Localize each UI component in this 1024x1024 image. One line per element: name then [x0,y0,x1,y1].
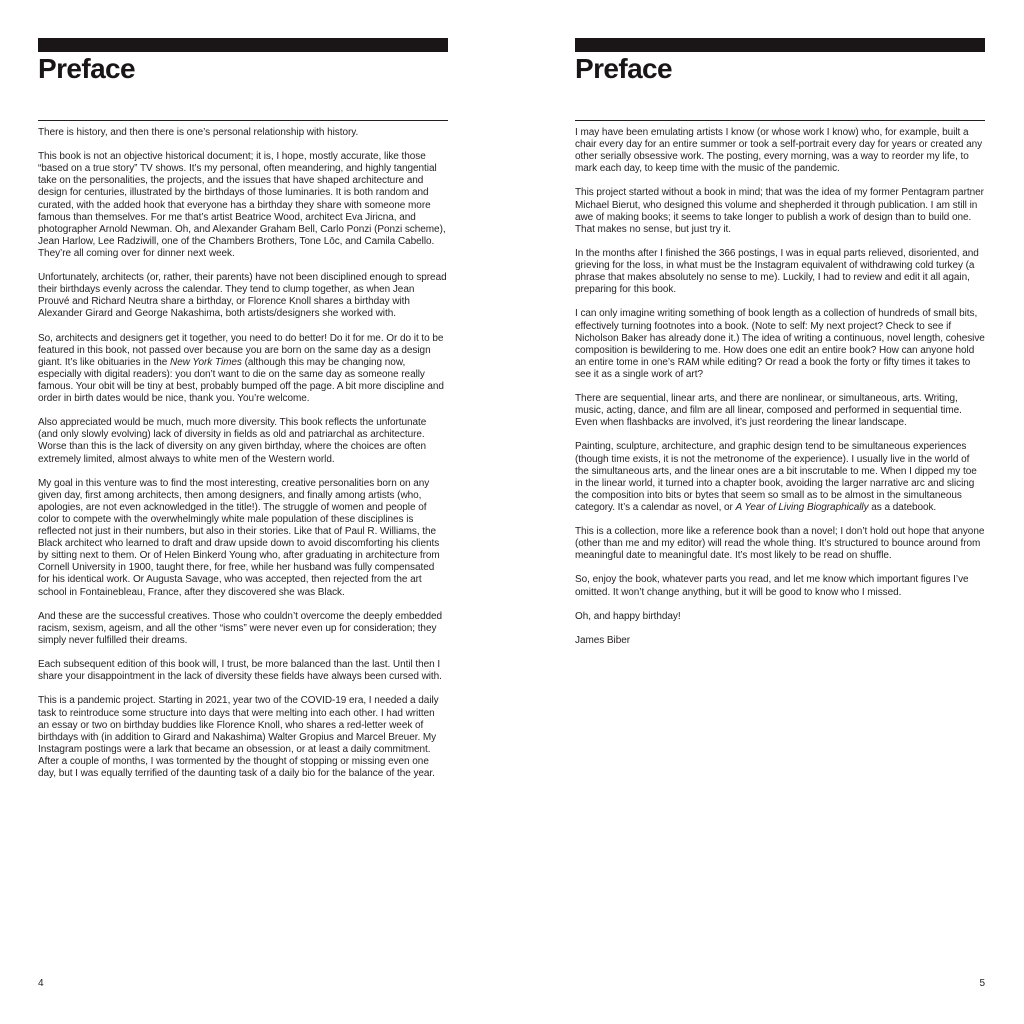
right-page-number: 5 [979,978,985,989]
paragraph [575,611,985,623]
text-run: This is a pandemic project. Starting in 2021, year two of the COVID-19 era, I needed a daily task to reintroduce some structure into days that were melting into each other. I had written an essay or two on birthday buddies like Florence Knoll, who shares a red-letter week of birthdays with (in addition to Girard and Nakashima) Walter Gropius and Marcel Breuer. My Instagram postings were a lark that became an obsession, or at least a daily commitment. After a couple of months, I was tormented by the thought of stopping or missing even one day, but I was equally terrified of the daunting task of a daily bio for the balance of the year. [38,695,439,779]
left-page-top-bar [38,38,448,52]
text-run: I can only imagine writing something of book length as a collection of hundreds of small bits, effectively turning footnotes into a book. (Note to self: My next project? Check to see if Nicholson Baker has already done it.) The idea of writing a continuous, novel length, cohesive composition is bewildering to me. How does one edit an entire book? How can anyone hold an entire tome in one’s RAM while editing? Or read a book the forty or fifty times it takes to see it as a single work of art? [575,308,985,380]
text-run: I may have been emulating artists I know (or whose work I know) who, for example, built a chair every day for an entire summer or took a self-portrait every day for years or created any other serially obsessive work. The posting, every morning, was a way to reorder my life, to mark each day, to keep time with the music of the pandemic. [575,127,983,175]
right-page-head-rule [575,120,985,121]
paragraph [575,441,985,514]
text-run: There is history, and then there is one’s personal relationship with history. [38,127,359,138]
paragraph [38,417,448,465]
text-run: Also appreciated would be much, much more diversity. This book reflects the unfortunate (and only slowly evolving) lack of diversity in fields as old and patriarchal as architecture. Worse than this is the lack of diversity on any given birthday, where the choices are often extremely limited, almost always to white men of the Western world. [38,417,427,465]
right-page-body [575,127,985,659]
paragraph [38,333,448,406]
left-page-number: 4 [38,978,44,989]
paragraph [575,574,985,598]
right-page-top-bar [575,38,985,52]
text-run: Unfortunately, architects (or, rather, their parents) have not been disciplined enough to spread their birthdays evenly across the calendar. They tend to clump together, as when Jean Prouvé and Richard Neutra share a birthday, or Florence Knoll shares a birthday with Alexander Girard and George Nakashima, both artists/designers she worked with. [38,272,447,320]
text-run: And these are the successful creatives. Those who couldn’t overcome the deeply embedded racism, sexism, ageism, and all the other “isms” were never even up for consideration; they simply never fulfilled their dreams. [38,610,443,646]
italic-text-run: New York Times [170,356,242,368]
text-run: There are sequential, linear arts, and there are nonlinear, or simultaneous, arts. Writing, music, acting, dance, and film are all linear, composed and performed in sequential time. Even when flashbacks are involved, it’s just reordering the linear landscape. [575,393,962,429]
paragraph [575,187,985,235]
text-run: Painting, sculpture, architecture, and graphic design tend to be simultaneous experiences (though time exists, it is not the metronome of the experience). I usually live in the world of the simultaneous arts, and the linear ones are a bit inscrutable to me. When I dipped my toe in the linear world, it turned into a chapter book, avoiding the larger narrative arc and slicing the composition into bits or bytes that seem so small as to be almost in the simultaneous category. It’s a calendar as novel, or [575,441,977,513]
left-page-title: Preface [38,53,135,84]
left-page [38,0,448,1024]
text-run: So, architects and designers get it together, you need to do better! Do it for me. Or do it to be featured in this book, not passed over because you are born on the same day as a design giant. It’s like obituaries in the [38,332,444,368]
paragraph [38,611,448,647]
italic-text-run: A Year of Living Biographically [735,501,869,513]
paragraph [575,248,985,296]
text-run: as a datebook. [868,501,937,513]
text-run: My goal in this venture was to find the most interesting, creative personalities born on any given day, first among architects, then among designers, and finally among artists (who, apologies, are not even acknowledged in the title!). The struggle of women and people of color to compete with the overwhelmingly white male population of these disciplines is reflected not just in their numbers, but also in their stories. Like that of Paul R. Williams, the Black architect who learned to draft and draw upside down to avoid discomforting his clients by sitting next to them. Or of Helen Binkerd Young who, after graduating in architecture from Cornell University in 1900, taught there, for free, while her husband was fully compensated for his identical work. Or Augusta Savage, who was accepted, then rejected from the art school in Fontainebleau, France, after they discovered she was Black. [38,477,440,598]
paragraph [575,127,985,175]
paragraph [38,478,448,599]
text-run: In the months after I finished the 366 postings, I was in equal parts relieved, disoriented, and grieving for the loss, in what must be the Instagram equivalent of withdrawing cold turkey (a phrase that makes absolutely no sense to me). Luckily, I had to review and edit it all again, preparing for this book. [575,247,979,296]
paragraph [575,635,985,647]
text-run: This book is not an objective historical document; it is, I hope, mostly accurate, like those “based on a true story” TV shows. It’s my personal, often meandering, and highly tangential take on the personalities, the projects, and the issues that have shaped architecture and design for centuries, illustrated by the birthdays of those luminaries. It is both random and curated, with the added hook that everyone has a birthday they share with someone more famous than themselves. For me that’s artist Beatrice Wood, architect Eva Jiricna, and photographer Arnold Newman. Oh, and Alexander Graham Bell, Carlo Ponzi (Ponzi scheme), Jean Harlow, Lee Radziwill, one of the Chambers Brothers, Tone Lōc, and Camila Cabello. They’re all coming over for dinner next week. [38,151,446,259]
right-page-title: Preface [575,53,672,84]
paragraph [575,308,985,381]
left-page-body [38,127,448,792]
text-run: (although this may be changing now, especially with digital readers): you don’t want to die on the same day as someone really famous. Your obit will be tiny at best, probably bumped off the page. A bit more discipline and order in birth dates would be nice, thank you. You’re welcome. [38,356,444,405]
text-run: James Biber [575,634,631,646]
text-run: Each subsequent edition of this book will, I trust, be more balanced than the last. Until then I share your disappointment in the lack of diversity these fields have always been cursed with. [38,659,442,683]
paragraph [575,393,985,429]
paragraph [38,151,448,260]
paragraph [38,695,448,780]
text-run: This is a collection, more like a reference book than a novel; I don’t hold out hope that anyone (other than me and my editor) will read the whole thing. It’s structured to bounce around from meaningful date to meaningful date. It’s most likely to be read on shuffle. [575,526,985,562]
text-run: Oh, and happy birthday! [575,610,681,622]
left-page-head-rule [38,120,448,121]
paragraph [38,659,448,683]
paragraph [38,272,448,320]
text-run: So, enjoy the book, whatever parts you read, and let me know which important figures I’ve omitted. It won’t change anything, but it will be good to know who I missed. [575,574,969,598]
text-run: This project started without a book in mind; that was the idea of my former Pentagram partner Michael Bierut, who designed this volume and shepherded it through publication. I am still in awe of making books; it seems to take longer to publish a work of design than to build one. That makes no sense, but just try it. [575,187,984,235]
paragraph [38,127,448,139]
paragraph [575,526,985,562]
right-page [575,0,985,1024]
